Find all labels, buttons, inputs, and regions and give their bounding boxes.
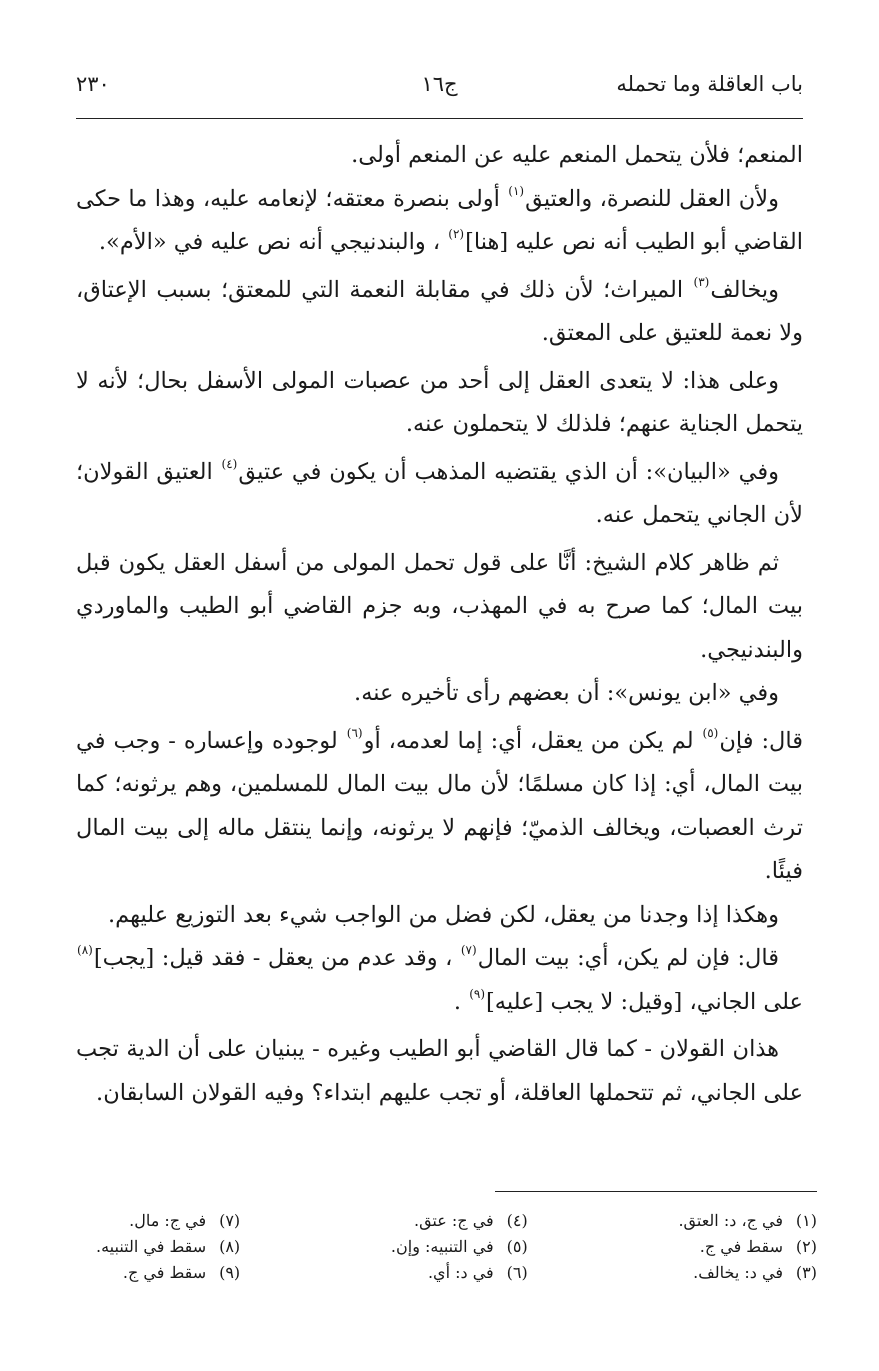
chapter-title: باب العاقلة وما تحمله bbox=[616, 72, 803, 96]
paragraph-text: على الجاني، [وقيل: لا يجب [عليه] bbox=[486, 988, 803, 1015]
paragraph-text: وفي «البيان»: أن الذي يقتضيه المذهب أن يكون في عتيق bbox=[238, 458, 779, 485]
footnote-number: (٧) bbox=[219, 1211, 241, 1230]
paragraph-text: وعلى هذا: لا يتعدى العقل إلى أحد من عصبات المولى الأسفل بحال؛ لأنه لا يتحمل الجناية عنهم؛ فلذلك لا يتحملون عنه. bbox=[76, 367, 803, 437]
paragraph-text: المنعم؛ فلأن يتحمل المنعم عليه عن المنعم أولى. bbox=[351, 142, 803, 168]
footnote-marker[interactable]: (١) bbox=[508, 183, 525, 198]
footnote-item bbox=[391, 1260, 528, 1286]
paragraph-text: وهكذا إذا وجدنا من يعقل، لكن فضل من الواجب شيء بعد التوزيع عليهم. bbox=[107, 901, 779, 928]
paragraph bbox=[76, 672, 803, 716]
paragraph-text: ويخالف bbox=[710, 276, 779, 303]
footnote-text: في د: يخالف. bbox=[693, 1263, 783, 1282]
paragraph-text: قال: فإن bbox=[719, 727, 803, 754]
paragraph bbox=[76, 451, 803, 538]
paragraph bbox=[76, 720, 803, 894]
volume-number: ج١٦ bbox=[421, 72, 458, 96]
paragraph-text: هذان القولان - كما قال القاضي أبو الطيب وغيره - يبنيان على أن الدية تجب على الجاني، ثم تتحملها العاقلة، أو تجب عليهم ابتداء؟ وفيه القولان السابقان. bbox=[76, 1036, 803, 1106]
footnote-marker[interactable]: (٨) bbox=[77, 943, 93, 957]
paragraph-text: ، وقد عدم من يعقل - فقد قيل: [يجب] bbox=[93, 945, 460, 971]
footnote-item bbox=[96, 1260, 240, 1286]
paragraph-text: قال: فإن لم يكن، أي: بيت المال bbox=[477, 945, 779, 971]
footnote-divider bbox=[495, 1191, 817, 1192]
paragraph bbox=[76, 894, 803, 938]
footnote-item bbox=[391, 1208, 528, 1234]
footnote-item bbox=[96, 1208, 240, 1234]
paragraph bbox=[76, 134, 803, 178]
paragraph bbox=[76, 1028, 803, 1115]
footnote-marker[interactable]: (٣) bbox=[693, 274, 710, 289]
paragraph-text: لم يكن من يعقل، أي: إما لعدمه، أو bbox=[363, 727, 702, 754]
footnote-text: في ج: مال. bbox=[129, 1211, 207, 1230]
paragraph-text: العتيق القولان؛ لأن الجاني يتحمل عنه. bbox=[76, 458, 803, 528]
footnote-text: سقط في التنبيه. bbox=[96, 1237, 207, 1256]
paragraph-text: الميراث؛ لأن ذلك في مقابلة النعمة التي للمعتق؛ بسبب الإعتاق، ولا نعمة للعتيق على المعتق. bbox=[76, 276, 803, 346]
footnote-marker[interactable]: (٢) bbox=[448, 227, 465, 241]
footnote-text: سقط في ج. bbox=[122, 1263, 207, 1282]
footnote-column bbox=[96, 1208, 240, 1286]
footnote-text: في د: أي. bbox=[427, 1263, 494, 1282]
page-number: ٢٣٠ bbox=[76, 72, 110, 96]
paragraph bbox=[76, 178, 803, 265]
paragraph-text: لوجوده وإعساره - وجب في بيت المال، أي: إذا كان مسلمًا؛ لأن مال بيت المال للمسلمين، وهم يرثونه؛ كما ترث العصبات، ويخالف الذميّ؛ فإنهم لا يرثونه، وإنما ينتقل ماله إلى بيت المال فيئًا. bbox=[76, 727, 803, 884]
paragraph-text: ثم ظاهر كلام الشيخ: أنَّا على قول تحمل المولى من أسفل العقل يكون قبل بيت المال؛ كما صرح به في المهذب، وبه جزم القاضي أبو الطيب والماوردي والبندنيجي. bbox=[76, 549, 803, 663]
paragraph-text: أولى بنصرة معتقه؛ لإنعامه عليه، وهذا ما حكى القاضي أبو الطيب أنه نص عليه [هنا] bbox=[76, 185, 803, 255]
paragraph-text: ولأن العقل للنصرة، والعتيق bbox=[525, 185, 779, 212]
footnote-column bbox=[678, 1208, 817, 1286]
footnote-text: في ج، د: العتق. bbox=[678, 1211, 783, 1230]
footnote-text: في ج: عتق. bbox=[414, 1211, 494, 1230]
footnote-item bbox=[678, 1234, 817, 1260]
footnote-marker[interactable]: (٩) bbox=[469, 986, 486, 1001]
footnote-number: (٦) bbox=[506, 1263, 528, 1282]
footnote-column bbox=[391, 1208, 528, 1286]
header-divider bbox=[76, 118, 803, 119]
footnote-number: (٣) bbox=[795, 1263, 817, 1282]
paragraph-text: ، والبندنيجي أنه نص عليه في «الأم». bbox=[98, 229, 448, 255]
footnote-number: (٥) bbox=[506, 1237, 528, 1256]
footnote-number: (٨) bbox=[219, 1237, 241, 1256]
footnote-marker[interactable]: (٥) bbox=[702, 725, 719, 740]
footnote-text: سقط في ج. bbox=[699, 1237, 783, 1256]
footnote-item bbox=[678, 1260, 817, 1286]
footnotes bbox=[96, 1208, 817, 1286]
footnote-text: في التنبيه: وإن. bbox=[390, 1237, 494, 1256]
footnote-item bbox=[96, 1234, 240, 1260]
footnote-item bbox=[391, 1234, 528, 1260]
paragraph-text: وفي «ابن يونس»: أن بعضهم رأى تأخيره عنه. bbox=[354, 680, 779, 706]
footnote-number: (٢) bbox=[795, 1237, 817, 1256]
footnote-marker[interactable]: (٦) bbox=[346, 725, 363, 740]
footnote-marker[interactable]: (٧) bbox=[460, 943, 477, 957]
paragraph bbox=[76, 269, 803, 356]
footnote-marker[interactable]: (٤) bbox=[221, 456, 238, 471]
paragraph bbox=[76, 937, 803, 1024]
footnote-number: (٩) bbox=[219, 1263, 241, 1282]
paragraph bbox=[76, 542, 803, 673]
running-header bbox=[76, 72, 803, 106]
paragraph-text: . bbox=[453, 988, 469, 1015]
footnote-item bbox=[678, 1208, 817, 1234]
paragraph bbox=[76, 360, 803, 447]
main-text bbox=[76, 134, 803, 1115]
footnote-number: (١) bbox=[795, 1211, 817, 1230]
footnote-number: (٤) bbox=[506, 1211, 528, 1230]
